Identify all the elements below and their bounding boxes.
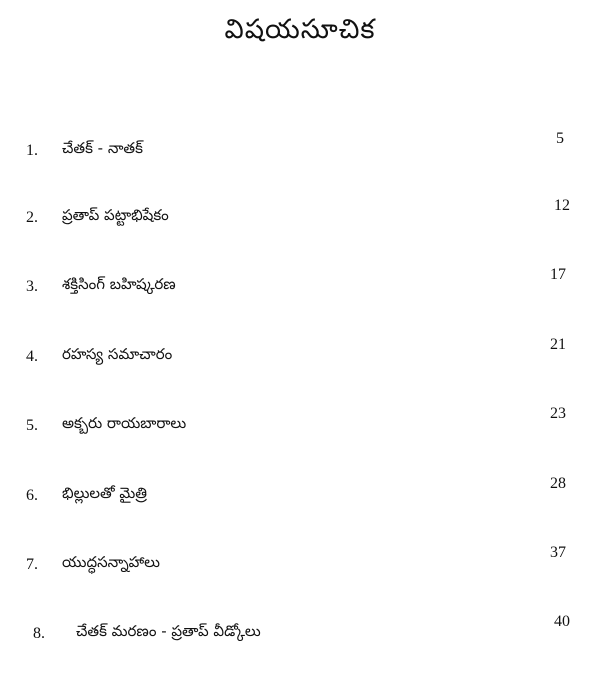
entry-title: యుద్ధసన్నాహాలు (62, 553, 160, 571)
toc-entry (0, 613, 600, 649)
toc-entry (0, 405, 600, 441)
toc-entry (0, 336, 600, 372)
entry-number: 5. (26, 417, 38, 434)
entry-number: 1. (26, 142, 38, 159)
entry-title: భిల్లులతో మైత్రి (62, 484, 148, 502)
entry-page-number: 5 (556, 130, 564, 147)
entry-title: అక్బరు రాయబారాలు (62, 414, 187, 432)
entry-number: 8. (33, 625, 45, 642)
toc-entry (0, 266, 600, 302)
page-title: విషయసూచిక (224, 14, 376, 45)
entry-page-number: 37 (550, 544, 566, 561)
toc-entry (0, 544, 600, 580)
entry-title: శక్తిసింగ్ బహిష్కరణ (62, 275, 176, 293)
entry-page-number: 23 (550, 405, 566, 422)
entry-title: ప్రతాప్ పట్టాభిషేకం (62, 206, 169, 224)
entry-page-number: 17 (550, 266, 566, 283)
entry-page-number: 12 (554, 197, 570, 214)
entry-title: చేతక్ - నాతక్ (62, 139, 143, 157)
entry-title: రహస్య సమాచారం (62, 345, 173, 363)
entry-number: 2. (26, 209, 38, 226)
entry-page-number: 21 (550, 336, 566, 353)
toc-entry (0, 475, 600, 511)
entry-title: చేతక్ మరణం - ప్రతాప్ వీడ్కోలు (76, 622, 261, 640)
entry-number: 3. (26, 278, 38, 295)
entry-page-number: 28 (550, 475, 566, 492)
entry-number: 7. (26, 556, 38, 573)
entry-number: 4. (26, 348, 38, 365)
entry-page-number: 40 (554, 613, 570, 630)
entry-number: 6. (26, 487, 38, 504)
toc-entry (0, 130, 600, 166)
toc-entry (0, 197, 600, 233)
